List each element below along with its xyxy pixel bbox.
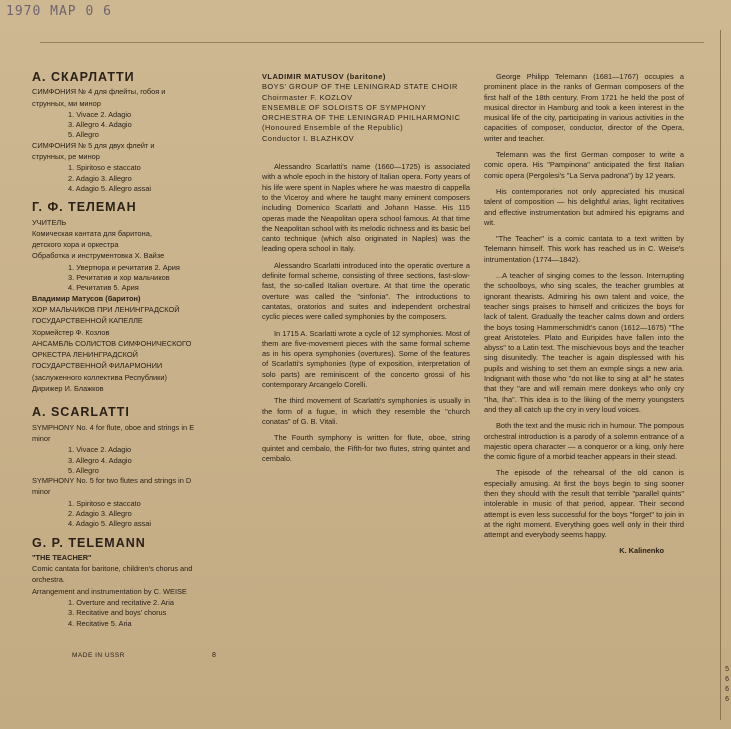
ru-sym5-part: 1. Spiritoso e staccato <box>68 163 141 173</box>
performer-header-line: Choirmaster F. KOZLOV <box>262 92 353 102</box>
ru-telemann-part: 4. Речитатив 5. Ария <box>68 283 139 293</box>
en-sym4-title2: minor <box>32 433 51 443</box>
ru-telemann-line: Комическая кантата для баритона, <box>32 228 152 238</box>
en-telemann-line: Comic cantata for baritone, children's chorus and <box>32 564 193 574</box>
ru-sym5-title: СИМФОНИЯ № 5 для двух флейт и <box>32 140 155 150</box>
performer-header-line: VLADIMIR MATUSOV (baritone) <box>262 72 386 81</box>
en-telemann-heading: G. P. TELEMANN <box>32 535 146 550</box>
ru-telemann-part: 3. Речитатив и хор мальчиков <box>68 273 170 283</box>
ru-performer-line: ГОСУДАРСТВЕННОЙ ФИЛАРМОНИИ <box>32 361 163 371</box>
ru-performer-line: Дирижер И. Блажков <box>32 384 104 394</box>
scarlatti-notes-column <box>262 72 470 470</box>
programme-column <box>32 70 242 629</box>
en-telemann-line: Arrangement and instrumentation by C. WEISE <box>32 586 187 596</box>
page-number: 8 <box>212 652 216 659</box>
notes-paragraph: "The Teacher" is a comic cantata to a text written by Telemann himself. This work has reached us in C. Weise's intrumentation (1774—1842). <box>484 234 684 264</box>
en-sym5-part: 2. Adagio 3. Allegro <box>68 508 132 518</box>
en-sym5-title2: minor <box>32 487 51 497</box>
en-sym5-title: SYMPHONY No. 5 for two flutes and strings in D <box>32 476 192 486</box>
notes-paragraph: Alessandro Scarlatti introduced into the operatic overture a definite formal scheme, consisting of three sections, fast-slow-fast, the so-called Italian overture. At that time the operatic overture was called the "sinfonia". The introductions to cantatas, oratorios and suites and independent orchestral cyclic pieces were called symphonies by the composers. <box>262 260 470 322</box>
notes-paragraph: ...A teacher of singing comes to the lesson. Interrupting the schoolboys, who sing scales, the teacher grumbles at ignorant thearists. Admiring his own talent and voice, the teacher sings praises to himself and criticizes the boys for lack of talent. Gradually the teacher calms down and orders the boys tosing Hammerschmidt's canon (1612—1675) "The great Aristoteles. Plato and Euripides have fallen into the abyss" to a Latin text. The mischievous boys and the teacher sing disunitedly. The teacher is again displessed with his pupils and wishing to set them an exmple sings a new aria. Indignant with those who "do not like to sing at all" he states that they "are and will remain mere donkeys who only cry "Iha, Iha". This idea is to the liking of the merry youngsters and they all catch up the cry in very loud voices. <box>484 271 684 414</box>
notes-paragraph: Both the text and the music rich in humour. The pompous orchestral introduction is a parody of a solemn entrance of a majestic opera character — a conqueror or a king, only here the comic figure of a morbid teacher appears in their stead. <box>484 421 684 462</box>
performer-header-line: Conductor I. BLAZHKOV <box>262 133 355 143</box>
ru-performer-line: (заслуженного коллектива Республики) <box>32 372 167 382</box>
en-sym5-part: 4. Adagio 5. Allegro assai <box>68 519 151 529</box>
notes-paragraph: Telemann was the first German composer to write a comic opera. His "Pampinona" anticipated the first Italian comic opera (Pergolesi's "La Serva padrona") by 12 years. <box>484 150 684 180</box>
ru-sym4-part: 5. Allegro <box>68 130 99 140</box>
performer-header-line: (Honoured Ensemble of the Republic) <box>262 123 404 133</box>
ru-sym5-title2: струнных, ре минор <box>32 152 100 162</box>
ru-scarlatti-heading: А. СКАРЛАТТИ <box>32 70 135 84</box>
notes-paragraph: George Philipp Telemann (1681—1767) occupies a prominent place in the ranks of German composers of the first half of the 18th century. From 1721 he held the post of musical director in Hamburg and took a keen interest in the musical life of the city, participating in various activities in the capacities of composer, conductor, director of the Opera, writer and teacher. <box>484 72 684 143</box>
ru-performer-line: Хормейстер Ф. Козлов <box>32 327 110 337</box>
notes-paragraph: The episode of the rehearsal of the old canon is especially amusing. At first the boys begin to sing sooner then they should with the result that terrible "parallel quints" intolerable in music of that period, appear. Their second attempt is even less successful for the boys "forget" to join in at the right moment. Everything goes well only in their third attempt and everybody seems happy. <box>484 468 684 540</box>
notes-paragraph: His contemporaries not only appreciated his musical talent of composition — his delightful arias, light recitatives and effective instrumentation but admired his epigrams and wit. <box>484 186 684 227</box>
ru-telemann-line: детского хора и оркестра <box>32 240 119 250</box>
en-sym4-part: 1. Vivace 2. Adagio <box>68 445 132 455</box>
en-telemann-subtitle: "THE TEACHER" <box>32 552 92 562</box>
en-scarlatti-heading: A. SCARLATTI <box>32 405 130 420</box>
sleeve-edge <box>720 30 721 720</box>
ru-sym5-part: 2. Adagio 3. Allegro <box>68 173 132 183</box>
ru-sym4-part: 3. Allegro 4. Adagio <box>68 120 132 130</box>
author-signature: K. Kalinenko <box>619 546 664 556</box>
ru-telemann-line: Обработка и инструментовка Х. Вайзе <box>32 251 165 261</box>
performer-header-line: ORCHESTRA OF THE LENINGRAD PHILHARMONIC <box>262 113 461 123</box>
ru-performer-line: ОРКЕСТРА ЛЕНИНГРАДСКОЙ <box>32 350 138 360</box>
en-telemann-part: 1. Overture and recitative 2. Aria <box>68 598 174 608</box>
ru-performer-line: ХОР МАЛЬЧИКОВ ПРИ ЛЕНИНГРАДСКОЙ <box>32 304 180 314</box>
en-sym5-part: 1. Spiritoso e staccato <box>68 498 141 508</box>
performer-header-line: BOYS' GROUP OF THE LENINGRAD STATE CHOIR <box>262 82 458 92</box>
ru-performer-line: АНСАМБЛЬ СОЛИСТОВ СИМФОНИЧЕСКОГО <box>32 338 192 348</box>
edge-marks: 5 6 6 6 <box>725 666 729 703</box>
ru-telemann-line: УЧИТЕЛЬ <box>32 217 67 227</box>
performer-header-line: ENSEMBLE OF SOLOISTS OF SYMPHONY <box>262 102 427 112</box>
ru-telemann-part: 1. Увертюра и речитатив 2. Ария <box>68 262 180 272</box>
en-sym4-title: SYMPHONY No. 4 for flute, oboe and strings in E <box>32 422 195 432</box>
notes-paragraph: In 1715 A. Scarlatti wrote a cycle of 12 symphonies. Most of them are five-movement pieces with the same formal scheme as in his opera symphonies (overtures). Some of the features of Scarlatti's symphonies (type of exposition, interpretation of solo parts) are reminiscent of the concerto grossi of his contemporary Arcangelo Corelli. <box>262 328 470 390</box>
ru-sym4-title: СИМФОНИЯ № 4 для флейты, гобоя и <box>32 87 166 97</box>
notes-paragraph: The third movement of Scarlatti's symphonies is usually in the form of a fugue, in which they resemble the "church conatas" of G. B. Vitali. <box>262 396 470 426</box>
date-stamp: 1970 МАР 0 6 <box>6 4 112 19</box>
sleeve-seam <box>40 42 704 43</box>
en-sym4-part: 5. Allegro <box>68 465 99 475</box>
ru-telemann-heading: Г. Ф. ТЕЛЕМАН <box>32 200 137 215</box>
ru-sym4-title2: струнных, ми минор <box>32 98 101 108</box>
ru-soloist: Владимир Матусов (баритон) <box>32 293 141 303</box>
notes-paragraph: Alessandro Scarlatti's name (1660—1725) is associated with a whole epoch in the history of Italian opera. Forty years of his life were spent in Naples where he was maestro di cappella to the Viceroy and where he taught many eminent composers including Domenico Scarlatti and Johann Hasse. His 115 operas made the Neapolitan opera school famous. At that time the Neapolitan school with its melodic richness and its basic bel canto technique (which also originated in Naples) was the leading opera school in Italy. <box>262 162 470 254</box>
en-sym4-part: 3. Allegro 4. Adagio <box>68 455 132 465</box>
en-telemann-line: orchestra. <box>32 575 65 585</box>
telemann-notes-column <box>484 72 684 557</box>
ru-performer-line: ГОСУДАРСТВЕННОЙ КАПЕЛЛЕ <box>32 316 143 326</box>
ru-sym5-part: 4. Adagio 5. Allegro assai <box>68 183 151 193</box>
made-in-label: MADE IN USSR <box>72 652 125 659</box>
en-telemann-part: 4. Recitative 5. Aria <box>68 618 132 628</box>
en-telemann-part: 3. Recitative and boys' chorus <box>68 608 167 618</box>
notes-paragraph: The Fourth symphony is written for flute, oboe, string quintet and cembalo, the Fifth-for two flutes, string quintet and cembalo. <box>262 433 470 463</box>
ru-sym4-part: 1. Vivace 2. Adagio <box>68 109 132 119</box>
